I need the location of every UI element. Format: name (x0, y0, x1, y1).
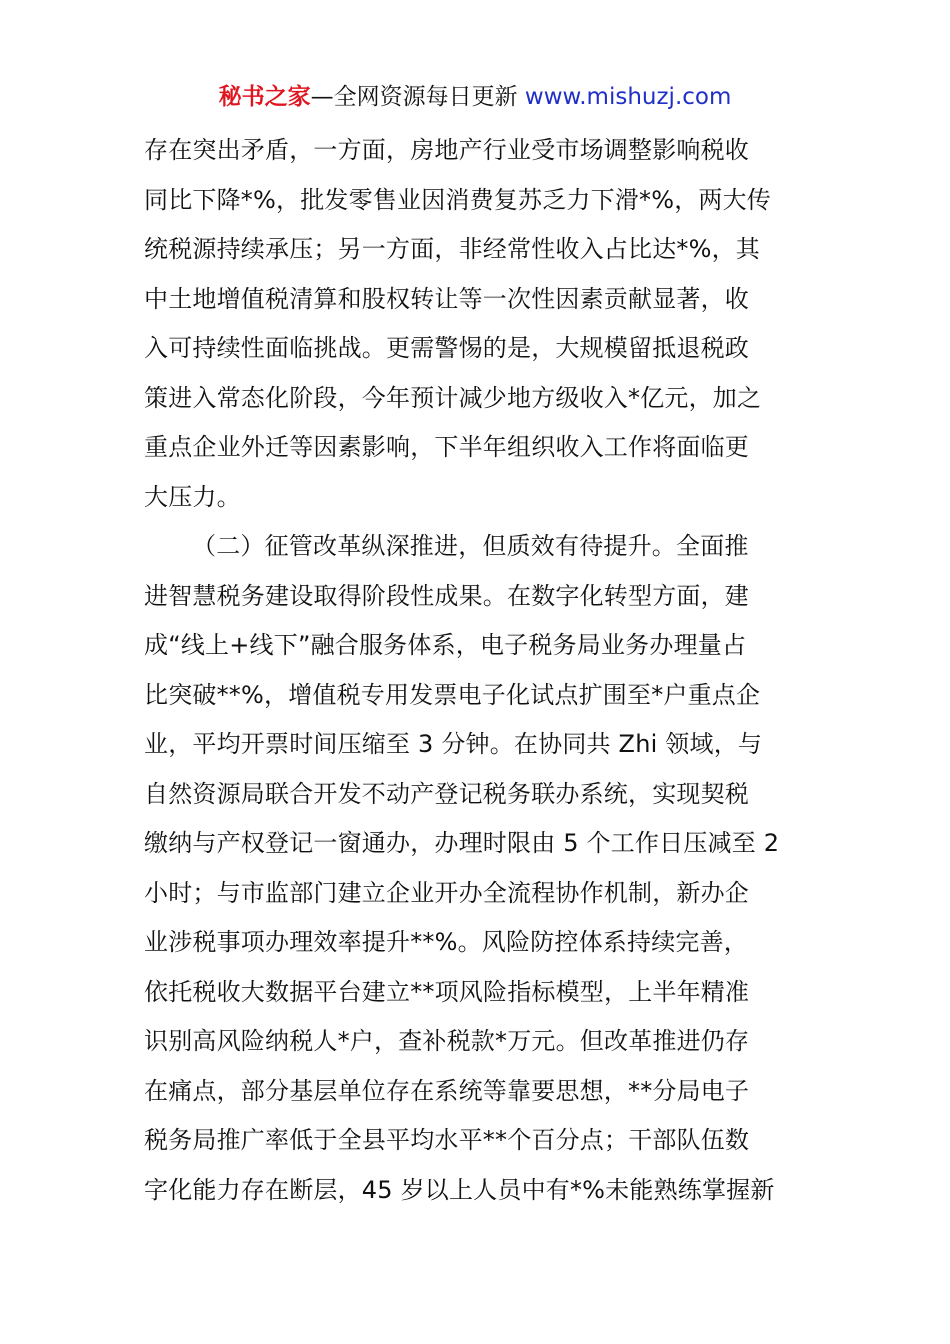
text-line: 成“线上+线下”融合服务体系，电子税务局业务办理量占 (144, 631, 747, 659)
text-line: 在痛点，部分基层单位存在系统等靠要思想，**分局电子 (144, 1076, 750, 1105)
text-line: 依托税收大数据平台建立**项风险指标模型，上半年精准 (144, 977, 750, 1006)
text-line: 大压力。 (144, 482, 241, 511)
text-line: 存在突出矛盾，一方面，房地产行业受市场调整影响税收 (144, 136, 749, 164)
text-line: 缴纳与产权登记一窗通办，办理时限由 5 个工作日压减至 2 (144, 829, 780, 857)
text-line: 中土地增值税清算和股权转让等一次性因素贡献显著，收 (144, 284, 749, 313)
text-line: 业涉税事项办理效率提升**%。风险防控体系持续完善， (144, 928, 749, 956)
text-line: 重点企业外迁等因素影响，下半年组织收入工作将面临更 (144, 433, 749, 461)
document-body (144, 126, 814, 1215)
text-line: 字化能力存在断层，45 岁以上人员中有*%未能熟练掌握新 (144, 1175, 775, 1204)
site-url-link[interactable]: www.mishuzj.com (524, 84, 732, 110)
site-header (0, 80, 950, 114)
text-line: 策进入常态化阶段，今年预计减少地方级收入*亿元，加之 (144, 383, 762, 412)
text-line: 统税源持续承压；另一方面，非经常性收入占比达*%，其 (144, 235, 761, 263)
text-line: 同比下降*%，批发零售业因消费复苏乏力下滑*%，两大传 (144, 185, 772, 214)
text-line: 进智慧税务建设取得阶段性成果。在数字化转型方面，建 (144, 581, 749, 610)
site-tagline: —全网资源每日更新 (310, 84, 518, 110)
text-line: 业，平均开票时间压缩至 3 分钟。在协同共 Zhi 领域，与 (144, 730, 763, 758)
site-brand: 秘书之家 (218, 84, 311, 110)
text-line: 比突破**%，增值税专用发票电子化试点扩围至*户重点企 (144, 680, 761, 709)
text-line: 小时；与市监部门建立企业开办全流程协作机制，新办企 (144, 878, 749, 907)
text-line: 识别高风险纳税人*户，查补税款*万元。但改革推进仍存 (144, 1027, 750, 1055)
text-line: 自然资源局联合开发不动产登记税务联办系统，实现契税 (144, 779, 749, 808)
text-line: 税务局推广率低于全县平均水平**个百分点；干部队伍数 (144, 1126, 750, 1154)
text-line: 入可持续性面临挑战。更需警惕的是，大规模留抵退税政 (144, 334, 749, 362)
section-heading-line: （二）征管改革纵深推进，但质效有待提升。全面推 (192, 532, 749, 560)
